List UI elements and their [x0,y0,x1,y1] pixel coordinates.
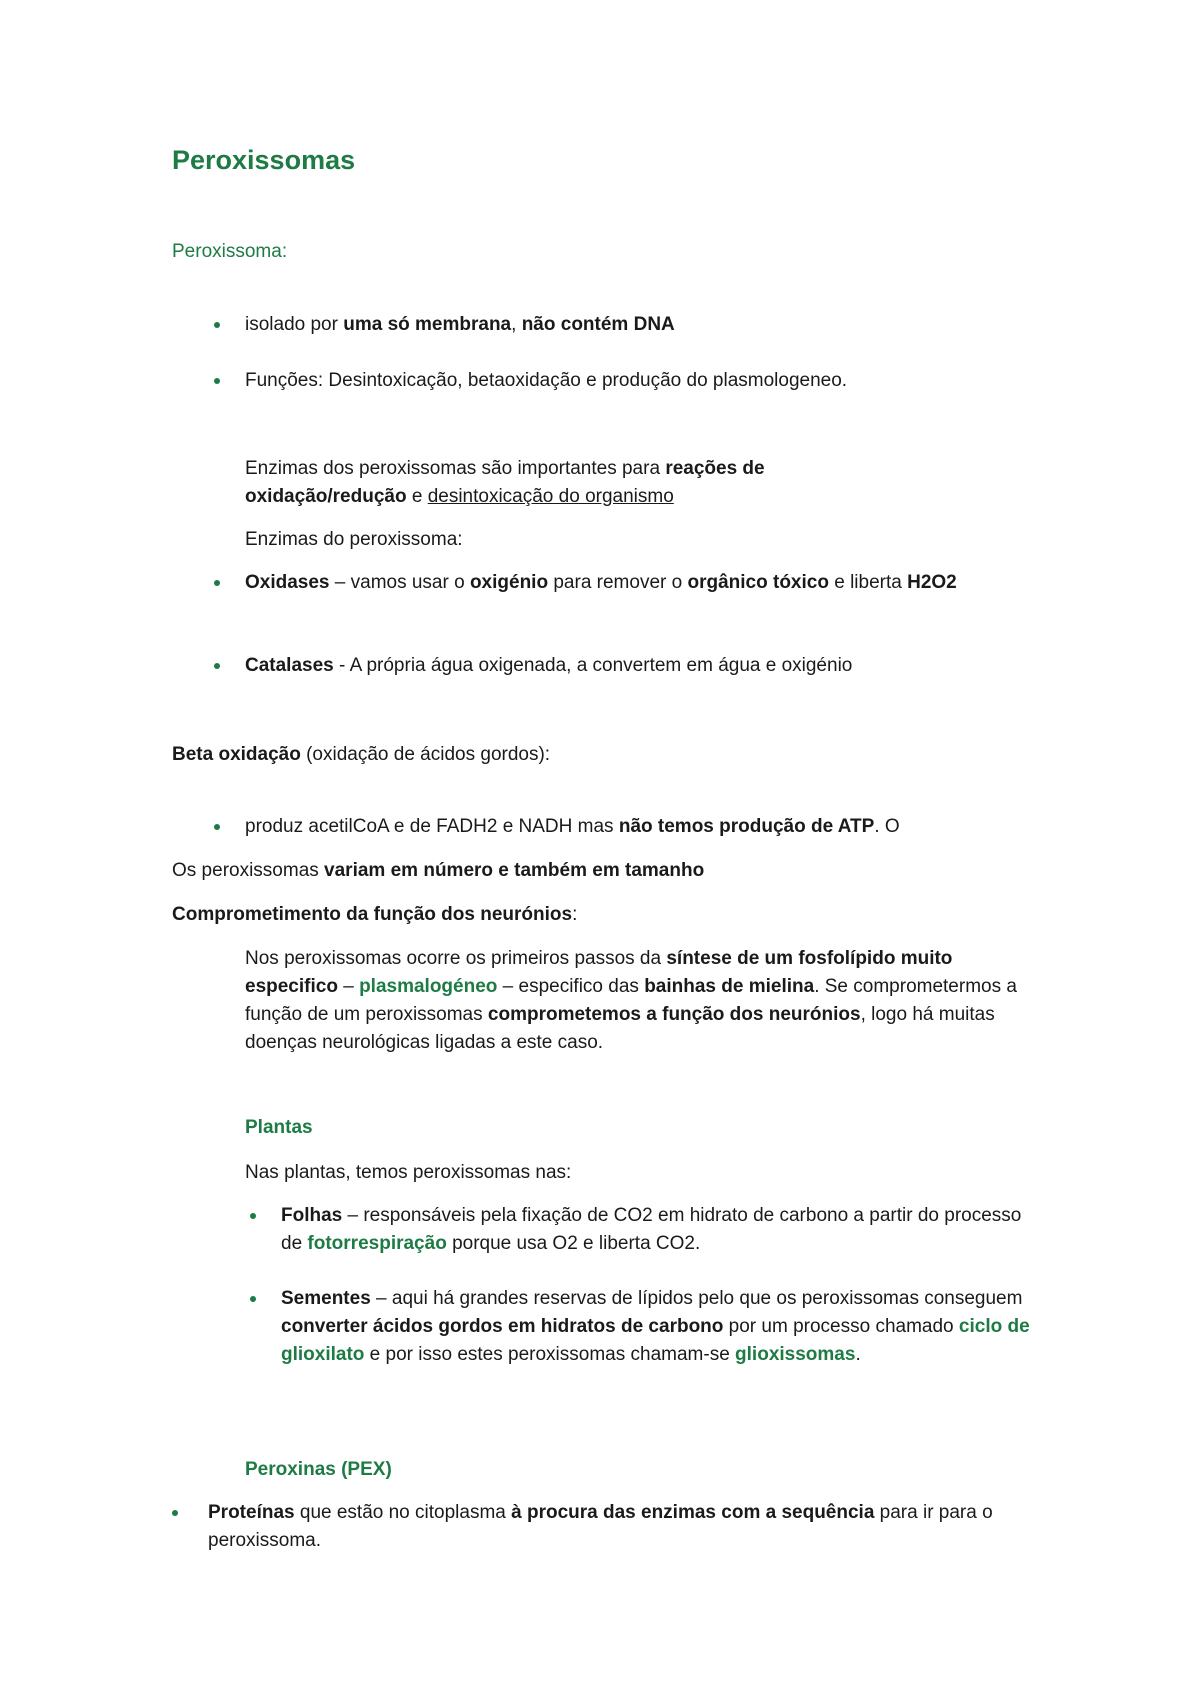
page-title: Peroxissomas [172,145,356,175]
list-item: Proteínas que estão no citoplasma à procura das enzimas com a sequência para ir para o peroxissoma. [208,1502,993,1551]
bullet-icon [214,663,220,669]
list-item: Sementes – aqui há grandes reservas de lípidos pelo que os peroxissomas conseguem converter ácidos gordos em hidratos de carbono por um processo chamado ciclo de glioxilato e por isso estes peroxissomas chamam-se glioxissomas. [281,1288,1030,1365]
section-heading: Plantas [245,1117,313,1138]
paragraph: Enzimas dos peroxissomas são importantes para reações de oxidação/redução e desintoxicação do organismo [245,458,765,507]
list-item: isolado por uma só membrana, não contém DNA [245,314,675,335]
list-item: produz acetilCoA e de FADH2 e NADH mas não temos produção de ATP. O [245,816,900,837]
list-item: Folhas – responsáveis pela fixação de CO2 em hidrato de carbono a partir do processo de fotorrespiração porque usa O2 e liberta CO2. [281,1205,1022,1254]
bullet-icon [250,1213,256,1219]
paragraph: Comprometimento da função dos neurónios: [172,904,578,925]
paragraph: Os peroxissomas variam em número e também em tamanho [172,860,705,881]
list-item: Catalases - A própria água oxigenada, a convertem em água e oxigénio [245,655,853,676]
bullet-icon [214,322,220,328]
paragraph: Enzimas do peroxissoma: [245,529,463,550]
list-item: Oxidases – vamos usar o oxigénio para remover o orgânico tóxico e liberta H2O2 [245,572,957,593]
bullet-icon [214,580,220,586]
list-item: Funções: Desintoxicação, betaoxidação e produção do plasmologeneo. [245,370,848,391]
bullet-icon [214,824,220,830]
paragraph: Nas plantas, temos peroxissomas nas: [245,1162,572,1183]
paragraph: Nos peroxissomas ocorre os primeiros passos da síntese de um fosfolípido muito especifico – plasmalogéneo – especifico das bainhas de mielina. Se comprometermos a função de um peroxissomas comprometemos a função dos neurónios, logo há muitas doenças neurológicas ligadas a este caso. [245,948,1017,1053]
paragraph: Beta oxidação (oxidação de ácidos gordos): [172,744,551,765]
section-subtitle: Peroxissoma: [172,241,288,262]
bullet-icon [172,1510,178,1516]
bullet-icon [214,378,220,384]
bullet-icon [250,1296,256,1302]
section-heading: Peroxinas (PEX) [245,1459,392,1480]
